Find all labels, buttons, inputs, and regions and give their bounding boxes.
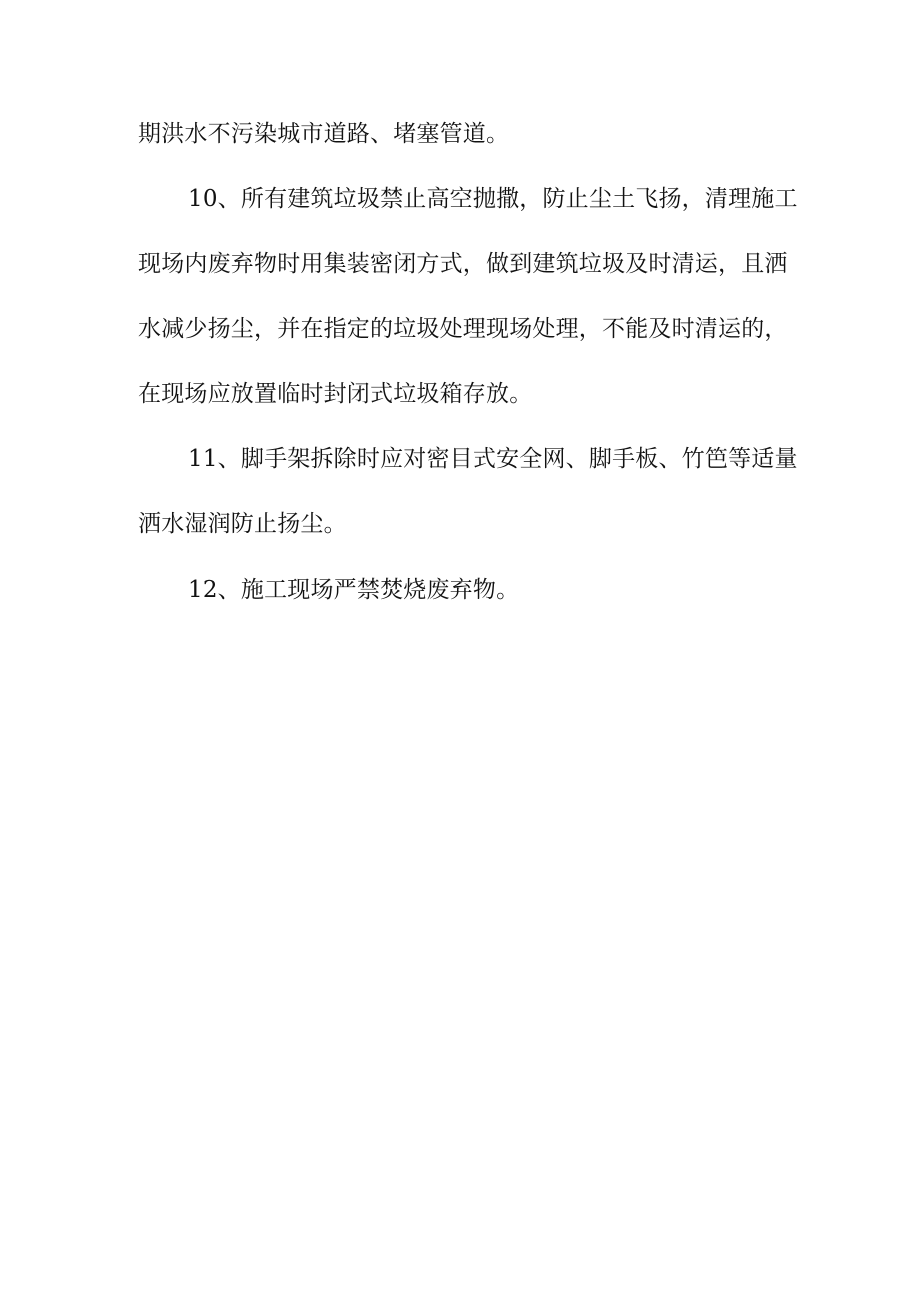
paragraph-10-line-2: 现场内废弃物时用集装密闭方式，做到建筑垃圾及时清运，且洒 bbox=[138, 251, 788, 277]
paragraph-11-line-2: 洒水湿润防止扬尘。 bbox=[138, 511, 347, 537]
paragraph-11-line-1: 11、脚手架拆除时应对密目式安全网、脚手板、竹笆等适量 bbox=[188, 446, 798, 472]
paragraph-10-line-1: 10、所有建筑垃圾禁止高空抛撒，防止尘土飞扬，清理施工 bbox=[188, 186, 798, 212]
paragraph-10-line-4: 在现场应放置临时封闭式垃圾箱存放。 bbox=[138, 381, 533, 407]
paragraph-12-line-1: 12、施工现场严禁焚烧废弃物。 bbox=[188, 577, 520, 603]
paragraph-10-line-3: 水减少扬尘，并在指定的垃圾处理现场处理，不能及时清运的， bbox=[138, 316, 788, 342]
paragraph-9-line-2: 期洪水不污染城市道路、堵塞管道。 bbox=[138, 121, 510, 147]
